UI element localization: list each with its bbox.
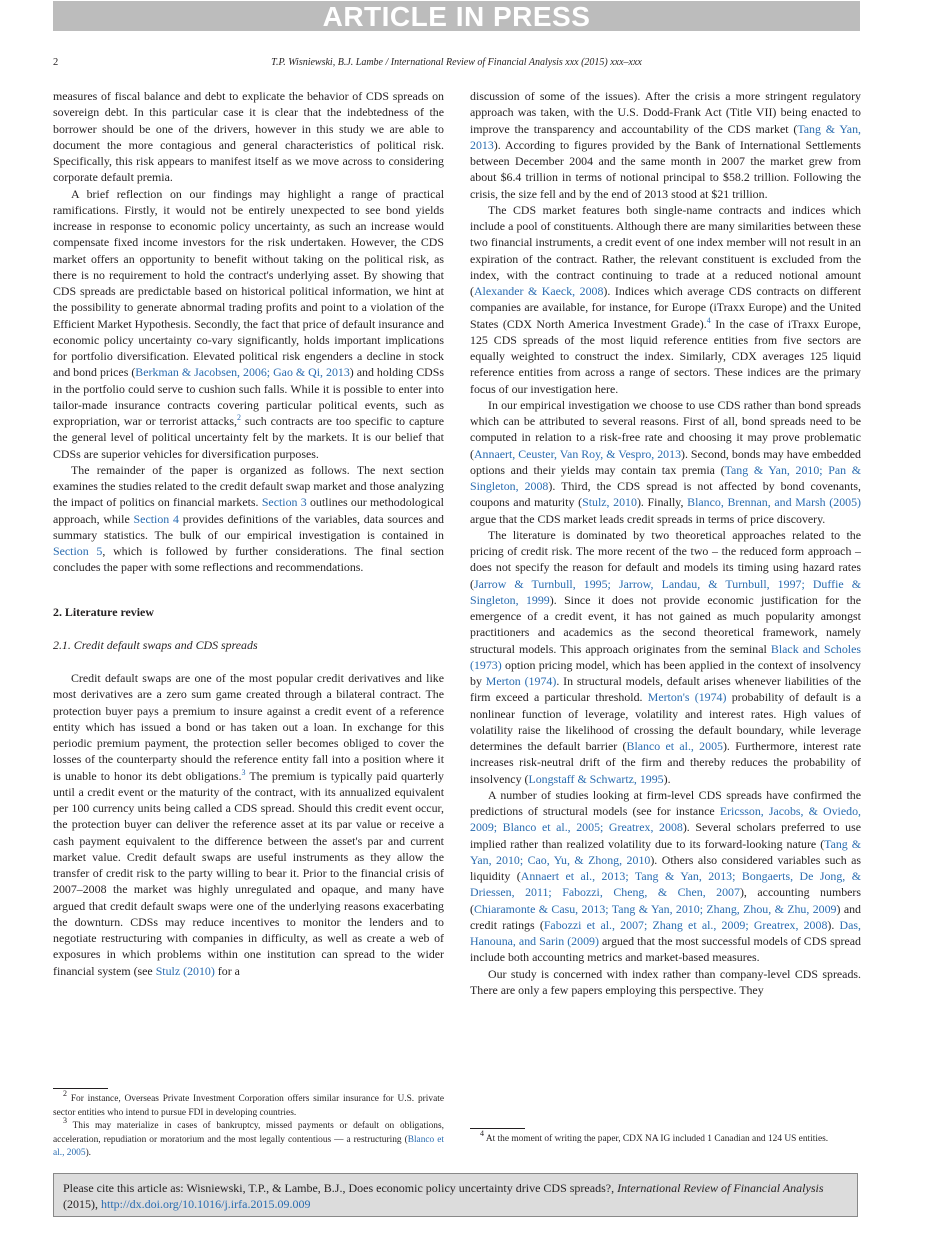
citation-link[interactable]: Alexander & Kaeck, 2008 (473, 284, 604, 298)
paragraph: The CDS market features both single-name contracts and indices which include a pool of constituents. Although there are many similarities between these two financial instruments, a credit event of one index member will not result in an expiration of the contract. Rather, the relevant constituent is excluded from the index, with the contract continuing to trade at a reduced notional amount (Alexander & Kaeck, 2008). Indices which average CDS contracts on different companies are available, for instance, for Europe (iTraxx Europe) and the United States (CDX North America Investment Grade).$^4$ In the case of iTraxx Europe, 125 CDS spreads of the most liquid reference entities from five sectors are equally weighted to construct the index. Similarly, CDX averages 125 liquid reference entities from across a range of sectors. These indices are the primary focus of our investigation here. (470, 202, 861, 396)
doi-link[interactable]: http://dx.doi.org/10.1016/j.irfa.2015.09.009 (101, 1197, 311, 1211)
citation-link[interactable]: Merton's (1974) (647, 690, 727, 705)
paragraph: discussion of some of the issues). After the crisis a more stringent regulatory approach was taken, with the U.S. Dodd-Frank Act (Title VII) being enacted to improve the transparency and accountability of the CDS market (Tang & Yan, 2013). According to figures provided by the Bank of International Settlements between December 2004 and the same month in 2007 the market grew from about $6.4 trillion in terms of notional principal to $58.2 trillion. Following the crisis, the size fell and by the end of 2013 stood at $21 trillion. (470, 89, 861, 201)
citation-link[interactable]: Fabozzi et al., 2007; Zhang et al., 2009; Greatrex, 2008 (543, 917, 828, 932)
footnote-ref[interactable]: 2 (237, 413, 242, 422)
citation-link[interactable]: Jarrow & Turnbull, 1995; Jarrow, Landau, & Turnbull, 1997; Duffie & Singleton, 1999 (470, 576, 861, 607)
citation-link[interactable]: Tang & Yan, 2013 (470, 121, 861, 152)
footnote: $^2$ For instance, Overseas Private Investment Corporation offers similar insurance for U.S. private sector entities who intend to pursue FDI in developing countries. (53, 1089, 444, 1118)
page-number: 2 (53, 57, 59, 68)
paragraph: measures of fiscal balance and debt to explicate the behavior of CDS spreads on sovereign debt. In this particular case it is clear that the indebtedness of the borrower should be one of the drivers, however in this study we are able to document the more contagious and general characteristics of political risk. Specifically, this risk appears to manifest itself as we move across to considering corporate default premia. (53, 89, 444, 185)
section-link[interactable]: Section 5 (53, 544, 103, 558)
paragraph: The literature is dominated by two theoretical approaches related to the pricing of credit risk. The more recent of the two – the reduced form approach – does not specify the reason for default and models its timing using hazard rates (Jarrow & Turnbull, 1995; Jarrow, Landau, & Turnbull, 1997; Duffie & Singleton, 1999). Since it does not provide economic justification for the emergence of a credit event, it has not gained as much popularity amongst practitioners and academics as the second theoretical framework, namely structural models. This approach originates from the seminal Black and Scholes (1973) option pricing model, which has been applied in the context of insolvency by Merton (1974). In structural models, default arises whenever liabilities of the firm exceed a particular threshold. Merton's (1974) probability of default is a nonlinear function of leverage, volatility and interest rates. High values of volatility raise the likelihood of crossing the default boundary, while leverage determines the default barrier (Blanco et al., 2005). Furthermore, interest rate increases risk-neutral drift of the firm and thereby reduces the probability of insolvency (Longstaff & Schwartz, 1995). (470, 527, 862, 786)
section-title: 2. Literature review (53, 604, 154, 619)
citation-link[interactable]: Merton (1974) (485, 674, 557, 688)
footnote: $^3$ This may materialize in cases of bankruptcy, missed payments or default on obligations, acceleration, repudiation or moratorium and the most legally contentious — a restructuring (Blanco et al., 2005). (53, 1116, 444, 1158)
citation-link[interactable]: Tang & Yan, 2010; Pan & Singleton, 2008 (470, 462, 861, 493)
citation-link[interactable]: Annaert et al., 2013; Tang & Yan, 2013; Bongaerts, De Jong, & Driessen, 2011; Fabozzi, Cheng, & Chen, 2007 (470, 869, 861, 900)
paragraph: A brief reflection on our findings may highlight a range of practical ramifications. Firstly, it would not be entirely unexpected to see bond yields increase in response to economic policy uncertainty, as such an increase would compensate fixed income investors for the risk undertaken. However, the CDS market offers an opportunity to benefit without taking on the political risk, as there is no requirement to hold the contract's underlying asset. By showing that CDS spreads are predictable based on historical political information, we hint at the possibility to generate abnormal trading profits and point to a violation of the Efficient Market Hypothesis. Secondly, the fact that price of default insurance and economic policy uncertainty co-vary significantly, holds important implications for portfolio diversification. Elevated political risk engenders a decline in stock and bond prices (Berkman & Jacobsen, 2006; Gao & Qi, 2013) and holding CDSs in the portfolio could serve to cushion such falls. While it is possible to enter into tailor-made insurance contracts covering particular political events, such as expropriation, war or terrorist attacks,$^2$ such contracts are too specific to capture the general level of political uncertainty felt by the markets. It is our belief that CDSs are superior vehicles for diversification purposes. (53, 186, 445, 461)
footnote-rule (53, 1088, 108, 1089)
right-footnotes (470, 1129, 860, 1147)
subsection-title: 2.1. Credit default swaps and CDS spreads (53, 637, 258, 652)
citation-box: Please cite this article as: Wisniewski, T.P., & Lambe, B.J., Does economic policy uncertainty drive CDS spreads?, International Review of Financial Analysis (2015), http://dx.doi.org/10.1016/j.irfa.2015.09.009 (53, 1173, 858, 1217)
paragraph: Our study is concerned with index rather than company-level CDS spreads. There are only a few papers employing this perspective. They (470, 966, 861, 997)
citation-link[interactable]: Chiaramonte & Casu, 2013; Tang & Yan, 2010; Zhang, Zhou, & Zhu, 2009 (473, 901, 837, 916)
citation-link[interactable]: Stulz (2010) (155, 963, 215, 978)
left-footnotes (53, 1089, 444, 1161)
section-link[interactable]: Section 3 (261, 495, 307, 510)
paragraph: The remainder of the paper is organized as follows. The next section examines the studies related to the credit default swap market and those analyzing the impact of politics on financial markets. Section 3 outlines our methodological approach, while Section 4 provides definitions of the variables, data sources and summary statistics. The bulk of our empirical investigation is contained in Section 5, which is followed by further considerations. The final section concludes the paper with some reflections and recommendations. (53, 462, 445, 575)
section-link[interactable]: Section 4 (133, 511, 179, 526)
left-column (53, 88, 444, 979)
article-in-press-banner: ARTICLE IN PRESS (53, 1, 860, 31)
citation-link[interactable]: Blanco, Brennan, and Marsh (2005) (687, 495, 861, 510)
journal-name: International Review of Financial Analysis (617, 1181, 824, 1195)
paragraph: Credit default swaps are one of the most popular credit derivatives and like most derivatives are a zero sum game created through a bilateral contract. The protection buyer pays a premium to insure against a credit event of a reference entity which has issued a bond or has taken out a loan. In exchange for this periodic premium payment, the protection seller becomes obliged to cover the losses of the counterparty should the reference entity fall into a position where it is unable to honor its debt obligations.$^3$ The premium is typically paid quarterly until a credit event or the maturity of the contract, with its annualized equivalent per 100 currency units being called a CDS spread. Should this credit event occur, the protection buyer can deliver the reference asset at its par value or receive a cash payment equivalent to the difference between the asset's par and current market value. Credit default swaps are useful instruments as they allow the transfer of credit risk to the party willing to bear it. Prior to the financial crisis of 2007–2008 the market was highly unregulated and opaque, and many have argued that credit default swaps were one of the underlying reasons exacerbating the downturn. CDSs may reduce incentives to monitor the lenders and to negotiate restructuring with companies in difficulty, as well as create a web of exposures in which problems within one institution can spread to the wider financial system (see Stulz (2010) for a (53, 671, 445, 978)
citation-link[interactable]: Tang & Yan, 2010; Cao, Yu, & Zhong, 2010 (470, 836, 861, 867)
citation-link[interactable]: Blanco et al., 2005 (53, 1134, 444, 1158)
footnote-rule (470, 1128, 525, 1129)
citation-link[interactable]: Ericsson, Jacobs, & Oviedo, 2009; Blanco et al., 2005; Greatrex, 2008 (470, 804, 861, 835)
citation-link[interactable]: Annaert, Ceuster, Van Roy, & Vespro, 2013 (473, 446, 682, 461)
citation-link[interactable]: Das, Hanouna, and Sarin (2009) (470, 917, 862, 948)
running-head: T.P. Wisniewski, B.J. Lambe / International Review of Financial Analysis xxx (2015) xxx–xxx (271, 57, 642, 68)
citation-link[interactable]: Stulz, 2010 (582, 495, 637, 510)
citation-link[interactable]: Berkman & Jacobsen, 2006; Gao & Qi, 2013 (135, 365, 350, 380)
paragraph: In our empirical investigation we choose to use CDS rather than bond spreads which can be attributed to several reasons. First of all, bond spreads need to be computed in relation to a risk-free rate and choosing it may prove problematic (Annaert, Ceuster, Van Roy, & Vespro, 2013). Second, bonds may have embedded options and their yields may contain tax premia (Tang & Yan, 2010; Pan & Singleton, 2008). Third, the CDS spread is not affected by bond covenants, coupons and maturity (Stulz, 2010). Finally, Blanco, Brennan, and Marsh (2005) argue that the CDS market leads credit spreads in terms of price discovery. (470, 397, 862, 526)
footnote: $^4$ At the moment of writing the paper, CDX NA IG included 1 Canadian and 124 US entities. (480, 1129, 829, 1144)
paragraph: A number of studies looking at firm-level CDS spreads have confirmed the predictions of structural models (see for instance Ericsson, Jacobs, & Oviedo, 2009; Blanco et al., 2005; Greatrex, 2008). Several scholars preferred to use implied rather than realized volatility due to its forward-looking nature (Tang & Yan, 2010; Cao, Yu, & Zhong, 2010). Others also considered variables such as liquidity (Annaert et al., 2013; Tang & Yan, 2013; Bongaerts, De Jong, & Driessen, 2011; Fabozzi, Cheng, & Chen, 2007), accounting numbers (Chiaramonte & Casu, 2013; Tang & Yan, 2010; Zhang, Zhou, & Zhu, 2009) and credit ratings (Fabozzi et al., 2007; Zhang et al., 2009; Greatrex, 2008). Das, Hanouna, and Sarin (2009) argued that the most successful models of CDS spread include both accounting metrics and market-based measures. (470, 787, 862, 965)
right-column (470, 88, 861, 998)
footnote-ref[interactable]: 4 (706, 315, 711, 325)
citation-link[interactable]: Black and Scholes (1973) (470, 641, 861, 672)
citation-link[interactable]: Blanco et al., 2005 (626, 739, 723, 753)
footnote-ref[interactable]: 3 (241, 767, 246, 777)
citation-link[interactable]: Longstaff & Schwartz, 1995 (528, 771, 664, 786)
